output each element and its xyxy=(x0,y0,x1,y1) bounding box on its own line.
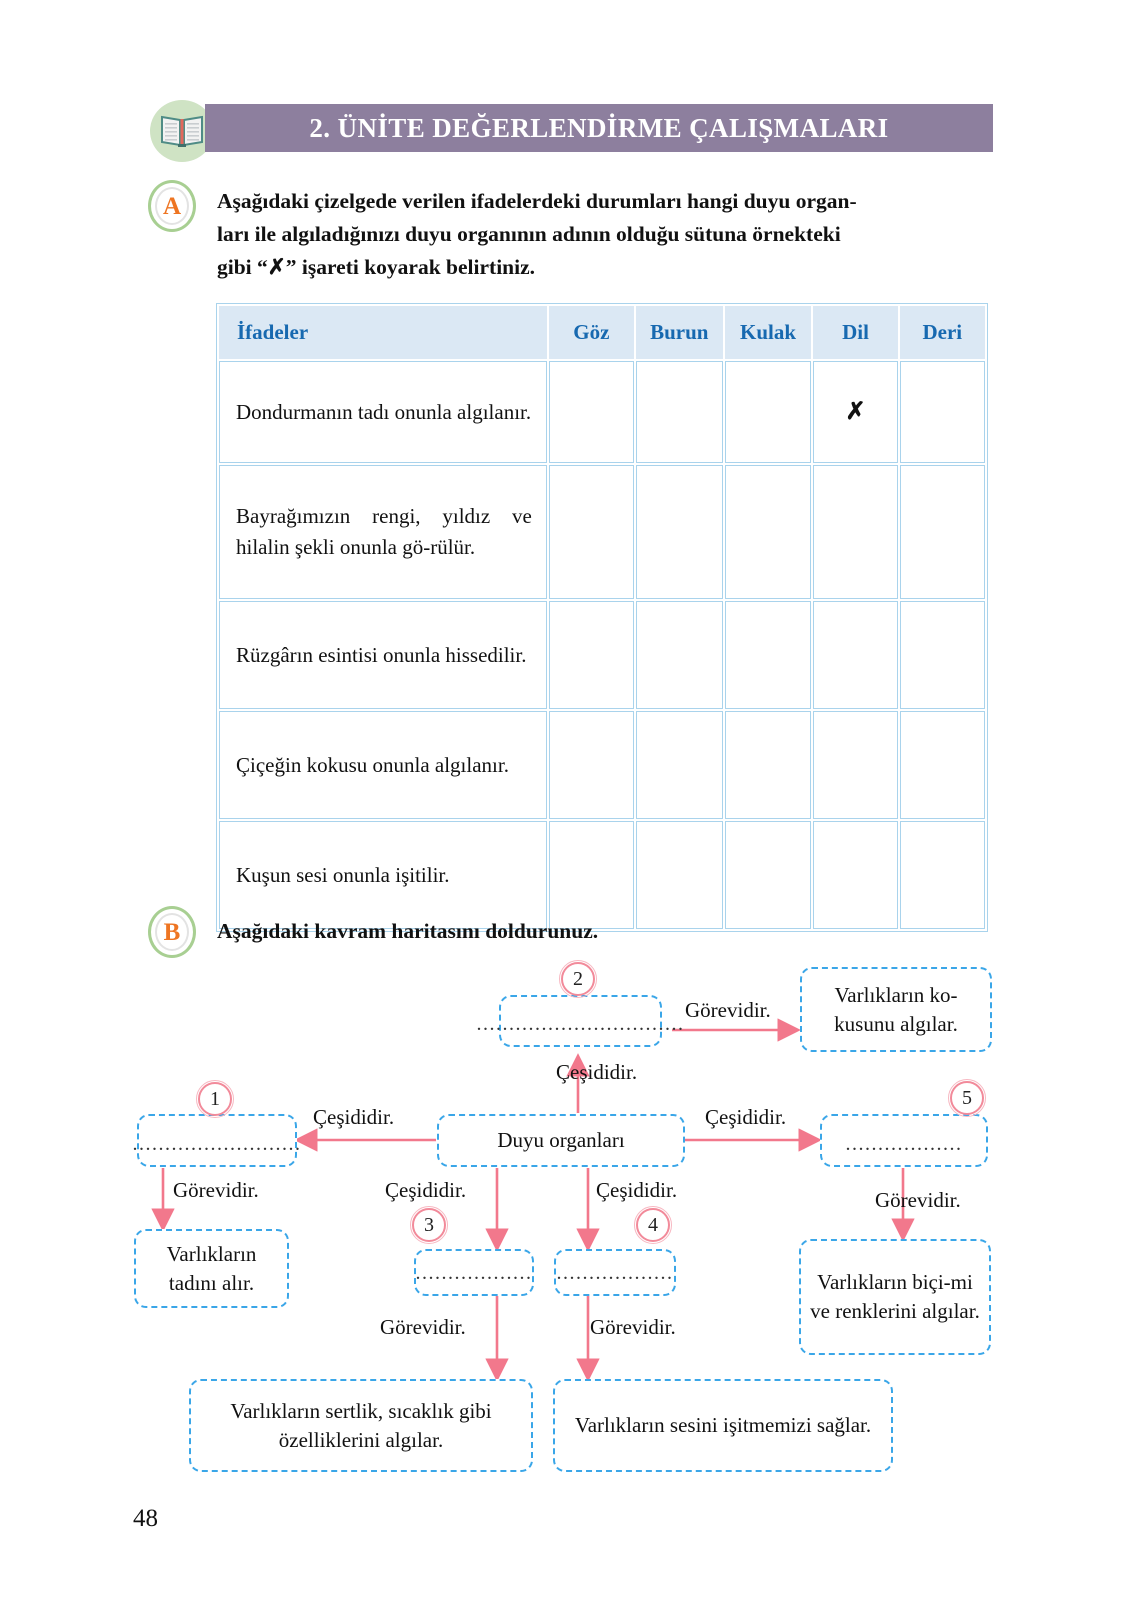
mark-cell-kulak[interactable] xyxy=(725,711,812,819)
concept-number-5 xyxy=(950,1081,984,1115)
question-b-instruction: Aşağıdaki kavram haritasını doldurunuz. xyxy=(217,919,599,943)
mark-cell-kulak[interactable] xyxy=(725,465,812,599)
mark-cell-dil[interactable] xyxy=(813,821,897,929)
question-a-letter: A xyxy=(162,192,182,220)
header-bar xyxy=(205,104,993,152)
column-header-kulak: Kulak xyxy=(725,306,812,359)
mark-cell-deri[interactable] xyxy=(900,465,985,599)
mark-cell-dil[interactable] xyxy=(813,711,897,819)
statement-cell: Rüzgârın esintisi onunla hissedilir. xyxy=(219,601,547,709)
number-label: 2 xyxy=(573,967,583,990)
question-a-instruction xyxy=(217,185,995,284)
concept-node-hearing-result xyxy=(553,1379,893,1472)
page-title: 2. ÜNİTE DEĞERLENDİRME ÇALIŞMALARI xyxy=(309,112,889,143)
mark-cell-burun[interactable] xyxy=(636,821,723,929)
mark-cell-burun[interactable] xyxy=(636,465,723,599)
mark-cell-kulak[interactable] xyxy=(725,821,812,929)
node-text: Varlıkların tadını alır. xyxy=(166,1241,257,1295)
senses-table xyxy=(216,303,988,932)
edge-label-gorevidir-taste: Görevidir. xyxy=(173,1178,259,1202)
blank-dots: .......................... xyxy=(132,1133,302,1155)
concept-node-5-blank[interactable] xyxy=(820,1114,988,1167)
mark-cell-deri[interactable] xyxy=(900,601,985,709)
mark-cell-burun[interactable] xyxy=(636,711,723,819)
unit-header xyxy=(150,104,993,152)
node-text: Varlıkların biçi-mi ve renklerini algılar. xyxy=(810,1270,980,1323)
concept-node-1-blank[interactable] xyxy=(132,1114,302,1167)
column-header-dil: Dil xyxy=(813,306,897,359)
question-a-badge xyxy=(148,180,196,232)
number-label: 1 xyxy=(210,1087,220,1110)
statement-cell: Kuşun sesi onunla işitilir. xyxy=(219,821,547,929)
edge-label-gorevidir-hearing: Görevidir. xyxy=(590,1315,676,1339)
mark-cell-kulak[interactable] xyxy=(725,361,812,463)
node-text: Varlıkların sertlik, sıcaklık gibi özelliklerini algılar. xyxy=(230,1398,492,1452)
page-number: 48 xyxy=(133,1505,158,1532)
number-label: 4 xyxy=(648,1213,658,1236)
question-a-line-1: Aşağıdaki çizelgede verilen ifadelerdeki durumları hangi duyu organ- xyxy=(217,189,857,213)
concept-node-taste-result xyxy=(134,1229,289,1308)
question-a-line-2: ları ile algıladığınızı duyu organının adının olduğu sütuna örnekteki xyxy=(217,222,841,246)
column-header-goz: Göz xyxy=(549,306,634,359)
mark-cell-burun[interactable] xyxy=(636,601,723,709)
table-row xyxy=(219,361,985,463)
number-label: 5 xyxy=(962,1086,972,1109)
table-row xyxy=(219,465,985,599)
column-header-burun: Burun xyxy=(636,306,723,359)
mark-cell-goz[interactable] xyxy=(549,601,634,709)
edge-label-cesididir-up: Çeşididir. xyxy=(556,1060,638,1084)
concept-number-3 xyxy=(412,1208,446,1242)
node-text: Varlıkların ko-kusunu algılar. xyxy=(834,982,958,1036)
concept-number-4 xyxy=(636,1208,670,1242)
edge-label-cesididir-left: Çeşididir. xyxy=(313,1105,395,1129)
mark-cell-goz[interactable] xyxy=(549,465,634,599)
mark-cell-kulak[interactable] xyxy=(725,601,812,709)
mark-cell-goz[interactable] xyxy=(549,821,634,929)
edge-label-cesididir-right: Çeşididir. xyxy=(705,1105,787,1129)
mark-cell-dil[interactable]: ✗ xyxy=(813,361,897,463)
mark-cell-dil[interactable] xyxy=(813,465,897,599)
table-row xyxy=(219,601,985,709)
number-label: 3 xyxy=(424,1213,434,1236)
edge-label-gorevidir-sight: Görevidir. xyxy=(875,1188,961,1212)
blank-dots: .................. xyxy=(556,1262,674,1284)
statement-cell: Çiçeğin kokusu onunla algılanır. xyxy=(219,711,547,819)
concept-number-2 xyxy=(561,962,595,996)
mark-cell-deri[interactable] xyxy=(900,361,985,463)
table-row xyxy=(219,711,985,819)
concept-node-center xyxy=(437,1114,685,1167)
node-text: Duyu organları xyxy=(497,1128,625,1152)
concept-node-4-blank[interactable] xyxy=(554,1249,676,1296)
question-b-badge xyxy=(148,906,196,958)
mark-cell-deri[interactable] xyxy=(900,821,985,929)
mark-cell-dil[interactable] xyxy=(813,601,897,709)
concept-node-3-blank[interactable] xyxy=(414,1249,534,1296)
column-header-deri: Deri xyxy=(900,306,985,359)
concept-node-touch-result xyxy=(189,1379,533,1472)
blank-dots: ................................ xyxy=(476,1013,685,1035)
edge-label-cesididir-down-left: Çeşididir. xyxy=(385,1178,467,1202)
question-a-line-3: gibi “✗” işareti koyarak belirtiniz. xyxy=(217,255,536,279)
mark-cell-deri[interactable] xyxy=(900,711,985,819)
statement-cell: Bayrağımızın rengi, yıldız ve hilalin şekli onunla gö-rülür. xyxy=(219,465,547,599)
table-row xyxy=(219,821,985,929)
table-header-row xyxy=(219,306,985,359)
concept-node-smell-result xyxy=(800,967,992,1052)
node-text: Varlıkların sesini işitmemizi sağlar. xyxy=(574,1413,872,1437)
statement-cell: Dondurmanın tadı onunla algılanır. xyxy=(219,361,547,463)
blank-dots: .................. xyxy=(845,1133,963,1155)
edge-label-gorevidir-touch: Görevidir. xyxy=(380,1315,466,1339)
edge-label-gorevidir-smell: Görevidir. xyxy=(685,998,771,1022)
blank-dots: .................. xyxy=(415,1262,533,1284)
mark-cell-burun[interactable] xyxy=(636,361,723,463)
edge-label-cesididir-down-right: Çeşididir. xyxy=(596,1178,678,1202)
mark-cell-goz[interactable] xyxy=(549,361,634,463)
question-b-letter: B xyxy=(163,918,181,946)
column-header-ifadeler: İfadeler xyxy=(219,306,547,359)
concept-number-1 xyxy=(198,1082,232,1116)
mark-cell-goz[interactable] xyxy=(549,711,634,819)
concept-node-sight-result xyxy=(799,1239,991,1355)
concept-node-2-blank[interactable] xyxy=(476,995,685,1047)
